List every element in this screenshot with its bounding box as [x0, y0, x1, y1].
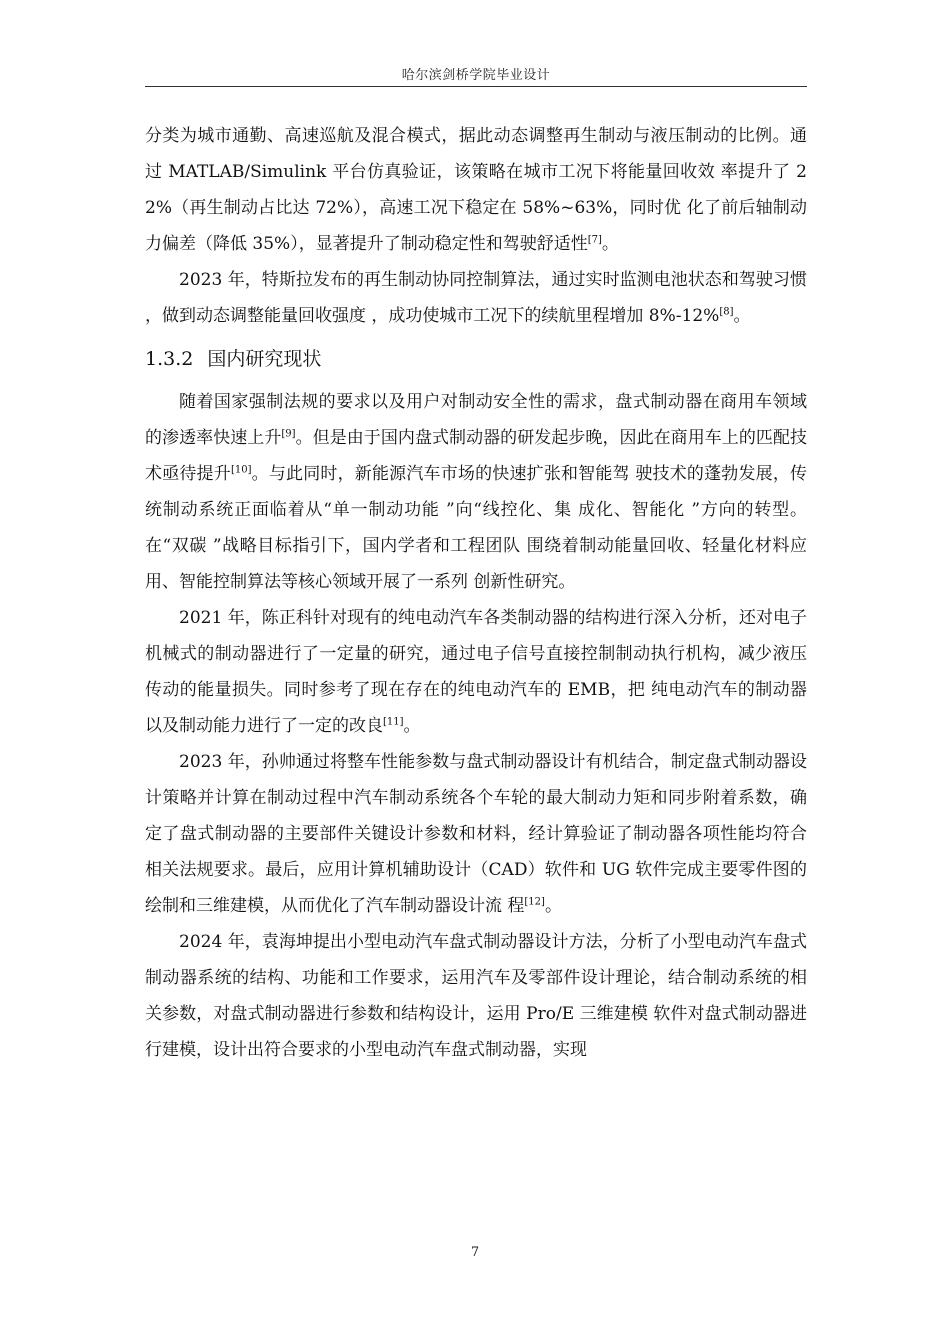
citation-ref: [9] — [281, 428, 296, 440]
header-rule — [145, 86, 807, 87]
paragraph-text: 。但是由于国内盘式制动器的研发起步晚，因此在商用车上的匹配技术亟待提升 — [145, 428, 808, 484]
paragraph-tail: 。 — [733, 306, 751, 326]
paragraph-text: 。与此同时，新能源汽车市场的快速扩张和智能驾 驶技术的蓬勃发展，传统制动系统正面临着从“单一制动功能 ”向“线控化、集 成化、智能化 ”方向的转型。在“双碳 ”战略目标指引下，国内学者和工程团队 围绕着制动能量回收、轻量化材料应用、智能控制算法等核心领域开展了一系列 创新性研究。 — [145, 464, 808, 592]
citation-ref: [8] — [719, 306, 734, 318]
paragraph-tail: 。 — [601, 234, 619, 254]
paragraph — [145, 384, 807, 600]
paragraph-text: 2021 年，陈正科针对现有的纯电动汽车各类制动器的结构进行深入分析，还对电子机械式的制动器进行了一定量的研究，通过电子信号直接控制制动执行机构，减少液压传动的能量损失。同时参考了现在存在的纯电动汽车的 EMB，把 纯电动汽车的制动器以及制动能力进行了一定的改良 — [145, 608, 807, 736]
paragraph — [145, 600, 807, 744]
paragraph — [145, 262, 807, 334]
paragraph-text: 2023 年，孙帅通过将整车性能参数与盘式制动器设计有机结合，制定盘式制动器设计策略并计算在制动过程中汽车制动系统各个车轮的最大制动力矩和同步附着系数，确定了盘式制动器的主要部件关键设计参数和材料，经计算验证了制动器各项性能均符合相关法规要求。最后，应用计算机辅助设计（CAD）软件和 UG 软件完成主要零件图的绘制和三维建模，从而优化了汽车制动器设计流 程 — [145, 752, 807, 916]
paragraph-tail: 。 — [544, 896, 562, 916]
paragraph-text: 2024 年，袁海坤提出小型电动汽车盘式制动器设计方法，分析了小型电动汽车盘式制动器系统的结构、功能和工作要求，运用汽车及零部件设计理论，结合制动系统的相关参数，对盘式制动器进行参数和结构设计，运用 Pro/E 三维建模 软件对盘式制动器进行建模，设计出符合要求的小型电动汽车盘式制动器，实现 — [145, 932, 807, 1060]
section-title: 国内研究现状 — [207, 348, 322, 370]
paragraph-text: 2023 年，特斯拉发布的再生制动协同控制算法，通过实时监测电池状态和驾驶习惯 ，做到动态调整能量回收强度 ，成功使城市工况下的续航里程增加 8%-12% — [145, 270, 807, 326]
paragraph-tail: 。 — [403, 716, 421, 736]
citation-ref: [12] — [524, 896, 545, 908]
paragraph — [145, 924, 807, 1068]
paragraph-text: 分类为城市通勤、高速巡航及混合模式，据此动态调整再生制动与液压制动的比例。通过 MATLAB/Simulink 平台仿真验证，该策略在城市工况下将能量回收效 率提升了 22%（再生制动占比达 72%），高速工况下稳定在 58%~63%，同时优 化了前后轴制动力偏差（降低 35%），显著提升了制动稳定性和驾驶舒适性 — [145, 126, 807, 254]
document-body — [145, 118, 807, 1068]
page-number: 7 — [470, 1245, 480, 1260]
section-heading — [145, 342, 807, 376]
paragraph-text: 随着国家强制法规的要求以及用户对制动安全性的需求，盘式制动器在商用车领域的渗透率快速上升 — [145, 392, 807, 448]
paragraph-continued — [145, 118, 807, 262]
section-number: 1.3.2 — [145, 348, 194, 370]
citation-ref: [7] — [587, 234, 602, 246]
paragraph — [145, 744, 807, 924]
citation-ref: [10] — [230, 464, 252, 476]
citation-ref: [11] — [383, 716, 404, 728]
page-header: 哈尔滨剑桥学院毕业设计 — [401, 68, 551, 83]
